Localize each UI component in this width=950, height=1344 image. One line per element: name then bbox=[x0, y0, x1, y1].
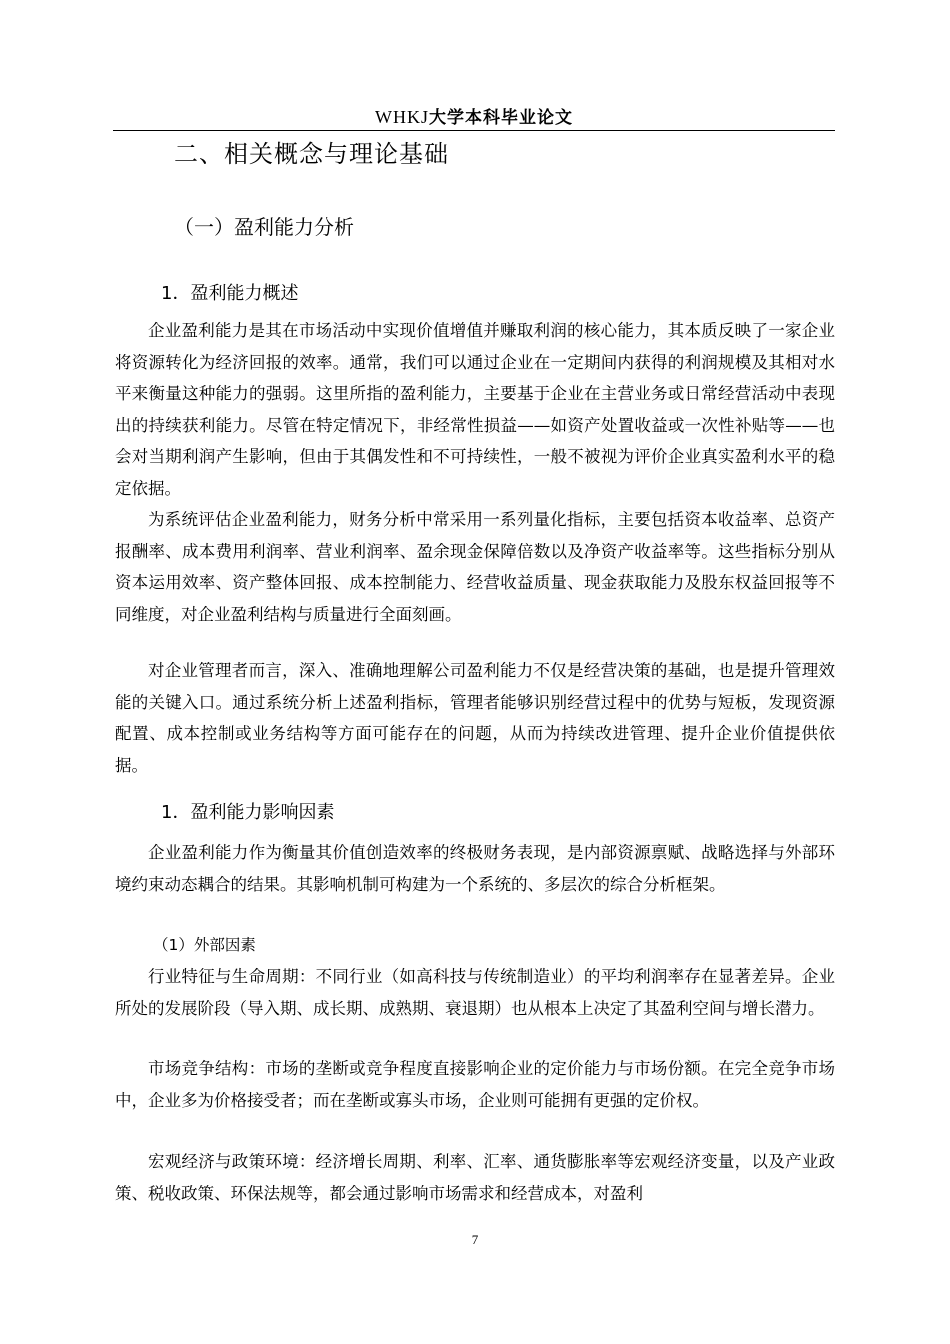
paragraph-factors-1: 企业盈利能力作为衡量其价值创造效率的终极财务表现，是内部资源禀赋、战略选择与外部环境约束动态耦合的结果。其影响机制可构建为一个系统的、多层次的综合分析框架。 bbox=[115, 843, 835, 894]
header-thesis-label: 大学本科毕业论文 bbox=[429, 108, 573, 128]
paragraph-competition: 市场竞争结构：市场的垄断或竞争程度直接影响企业的定价能力与市场份额。在完全竞争市场中，企业多为价格接受者；而在垄断或寡头市场，企业则可能拥有更强的定价权。 bbox=[115, 1059, 835, 1110]
section-title: （一）盈利能力分析 bbox=[174, 215, 354, 239]
running-header bbox=[113, 104, 835, 131]
paragraph-overview-2: 为系统评估企业盈利能力，财务分析中常采用一系列量化指标，主要包括资本收益率、总资产报酬率、成本费用利润率、营业利润率、盈余现金保障倍数以及净资产收益率等。这些指标分别从资本运用效率、资产整体回报、成本控制能力、经营收益质量、现金获取能力及股东权益回报等不同维度，对企业盈利结构与质量进行全面刻画。 bbox=[115, 510, 835, 624]
paragraph-overview-3: 对企业管理者而言，深入、准确地理解公司盈利能力不仅是经营决策的基础，也是提升管理效能的关键入口。通过系统分析上述盈利指标，管理者能够识别经营过程中的优势与短板，发现资源配置、成本控制或业务结构等方面可能存在的问题，从而为持续改进管理、提升企业价值提供依据。 bbox=[115, 661, 835, 775]
paragraph-macro: 宏观经济与政策环境：经济增长周期、利率、汇率、通货膨胀率等宏观经济变量，以及产业政策、税收政策、环保法规等，都会通过影响市场需求和经营成本，对盈利 bbox=[115, 1152, 835, 1203]
external-factors-title: （1）外部因素 bbox=[153, 936, 256, 954]
subsection-title-overview: 1．盈利能力概述 bbox=[161, 283, 299, 304]
paragraph-industry: 行业特征与生命周期：不同行业（如高科技与传统制造业）的平均利润率存在显著差异。企业所处的发展阶段（导入期、成长期、成熟期、衰退期）也从根本上决定了其盈利空间与增长潜力。 bbox=[115, 967, 835, 1018]
subsection-title-factors: 1．盈利能力影响因素 bbox=[161, 802, 335, 823]
paragraph-overview-1: 企业盈利能力是其在市场活动中实现价值增值并赚取利润的核心能力，其本质反映了一家企业将资源转化为经济回报的效率。通常，我们可以通过企业在一定期间内获得的利润规模及其相对水平来衡量这种能力的强弱。这里所指的盈利能力，主要基于企业在主营业务或日常经营活动中表现出的持续获利能力。尽管在特定情况下，非经常性损益——如资产处置收益或一次性补贴等——也会对当期利润产生影响，但由于其偶发性和不可持续性，一般不被视为评价企业真实盈利水平的稳定依据。 bbox=[115, 321, 835, 498]
header-school-code: WHKJ bbox=[375, 107, 429, 127]
page-number: 7 bbox=[471, 1232, 479, 1247]
chapter-title: 二、相关概念与理论基础 bbox=[174, 140, 449, 168]
